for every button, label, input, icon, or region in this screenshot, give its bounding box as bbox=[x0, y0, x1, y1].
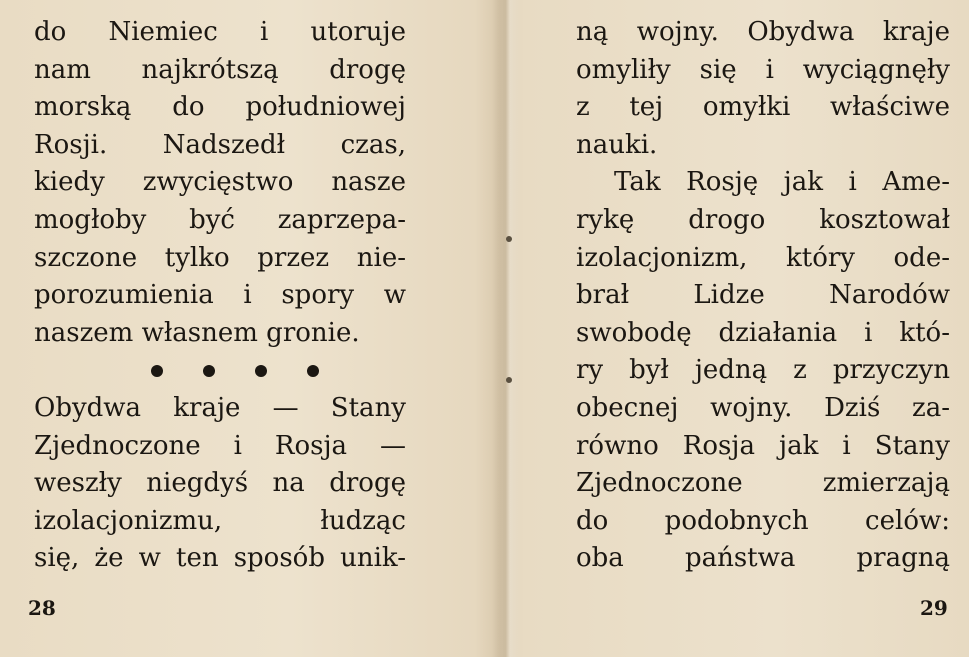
text-line: porozumienia i spory w bbox=[34, 280, 406, 311]
section-separator bbox=[34, 352, 406, 390]
separator-dot bbox=[307, 365, 319, 377]
text-line: weszły niegdyś na drogę bbox=[34, 468, 406, 499]
text-line: szczone tylko przez nie- bbox=[34, 242, 406, 273]
left-page-text bbox=[34, 14, 406, 578]
binding-staple-bottom bbox=[506, 377, 512, 383]
page-number-left: 28 bbox=[28, 596, 56, 620]
text-line: swobodę działania i któ- bbox=[576, 317, 950, 348]
separator-dot bbox=[151, 365, 163, 377]
text-line: izolacjonizm, który ode- bbox=[576, 242, 950, 273]
text-line: mogłoby być zaprzepa- bbox=[34, 204, 406, 235]
text-line: do podobnych celów: bbox=[576, 505, 950, 536]
right-page-text bbox=[576, 14, 950, 578]
text-line: się, że w ten sposób unik- bbox=[34, 543, 406, 574]
text-line: izolacjonizmu, łudząc bbox=[34, 505, 406, 536]
text-line: Obydwa kraje — Stany bbox=[34, 392, 406, 423]
text-line: Zjednoczone i Rosja — bbox=[34, 430, 406, 461]
text-line: Tak Rosję jak i Ame- bbox=[614, 167, 950, 198]
book-gutter bbox=[492, 0, 522, 657]
binding-staple-top bbox=[506, 236, 512, 242]
text-line: oba państwa pragną bbox=[576, 543, 950, 574]
separator-dot bbox=[255, 365, 267, 377]
text-line: obecnej wojny. Dziś za- bbox=[576, 392, 950, 423]
text-line: morską do południowej bbox=[34, 92, 406, 123]
separator-dot bbox=[203, 365, 215, 377]
text-line: nauki. bbox=[576, 129, 658, 160]
text-line: Zjednoczone zmierzają bbox=[576, 468, 950, 499]
text-line: ną wojny. Obydwa kraje bbox=[576, 17, 950, 47]
text-line: rykę drogo kosztował bbox=[576, 204, 950, 235]
text-line: omyliły się i wyciągnęły bbox=[576, 54, 950, 85]
text-line: Rosji. Nadszedł czas, bbox=[34, 129, 406, 160]
text-line: ry był jedną z przyczyn bbox=[576, 355, 950, 386]
text-line: naszem własnem gronie. bbox=[34, 317, 360, 348]
text-line: do Niemiec i utoruje bbox=[34, 17, 406, 47]
text-line: brał Lidze Narodów bbox=[576, 280, 950, 311]
text-line: z tej omyłki właściwe bbox=[576, 92, 950, 123]
page-number-right: 29 bbox=[920, 596, 948, 620]
text-line: kiedy zwycięstwo nasze bbox=[34, 167, 406, 198]
text-line: równo Rosja jak i Stany bbox=[576, 430, 950, 461]
text-line: nam najkrótszą drogę bbox=[34, 54, 406, 85]
